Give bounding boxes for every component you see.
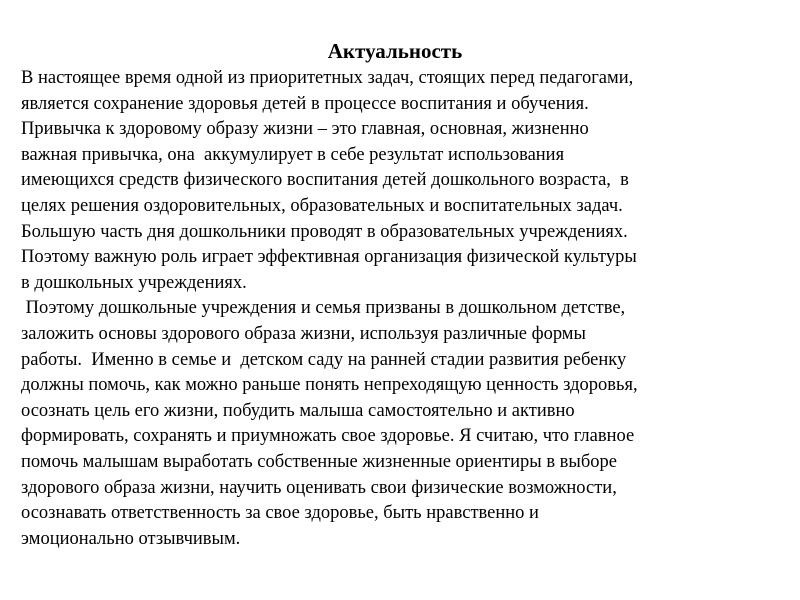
- text-line: В настоящее время одной из приоритетных задач, стоящих перед педагогами,: [21, 68, 634, 88]
- text-line: Поэтому важную роль играет эффективная организация физической культуры: [21, 247, 637, 268]
- text-line: важная привычка, она аккумулирует в себе результат использования: [21, 144, 565, 165]
- text-line: работы. Именно в семье и детском саду на ранней стадии развития ребенку: [21, 349, 627, 370]
- text-line: должны помочь, как можно раньше понять непреходящую ценность здоровья,: [21, 375, 638, 396]
- slide-body-text: [21, 66, 781, 552]
- text-line: целях решения оздоровительных, образовательных и воспитательных задач.: [21, 195, 623, 216]
- text-line: Поэтому дошкольные учреждения и семья призваны в дошкольном детстве,: [21, 298, 626, 319]
- text-line: Большую часть дня дошкольники проводят в образовательных учреждениях.: [21, 221, 628, 242]
- slide-title: Актуальность: [327, 39, 463, 63]
- text-line: помочь малышам выработать собственные жизненные ориентиры в выборе: [21, 451, 617, 472]
- text-line: эмоционально отзывчивым.: [21, 528, 241, 549]
- text-line: имеющихся средств физического воспитания детей дошкольного возраста, в: [21, 170, 629, 191]
- text-line: является сохранение здоровья детей в процессе воспитания и обучения.: [21, 93, 589, 114]
- text-line: осознать цель его жизни, побудить малыша самостоятельно и активно: [21, 400, 575, 421]
- text-line: заложить основы здорового образа жизни, используя различные формы: [21, 323, 586, 344]
- text-line: осознавать ответственность за свое здоровье, быть нравственно и: [21, 503, 539, 524]
- text-line: Привычка к здоровому образу жизни – это главная, основная, жизненно: [21, 119, 589, 140]
- text-line: формировать, сохранять и приумножать свое здоровье. Я считаю, что главное: [21, 426, 635, 447]
- text-line: в дошкольных учреждениях.: [21, 272, 247, 293]
- text-line: здорового образа жизни, научить оценивать свои физические возможности,: [21, 477, 617, 498]
